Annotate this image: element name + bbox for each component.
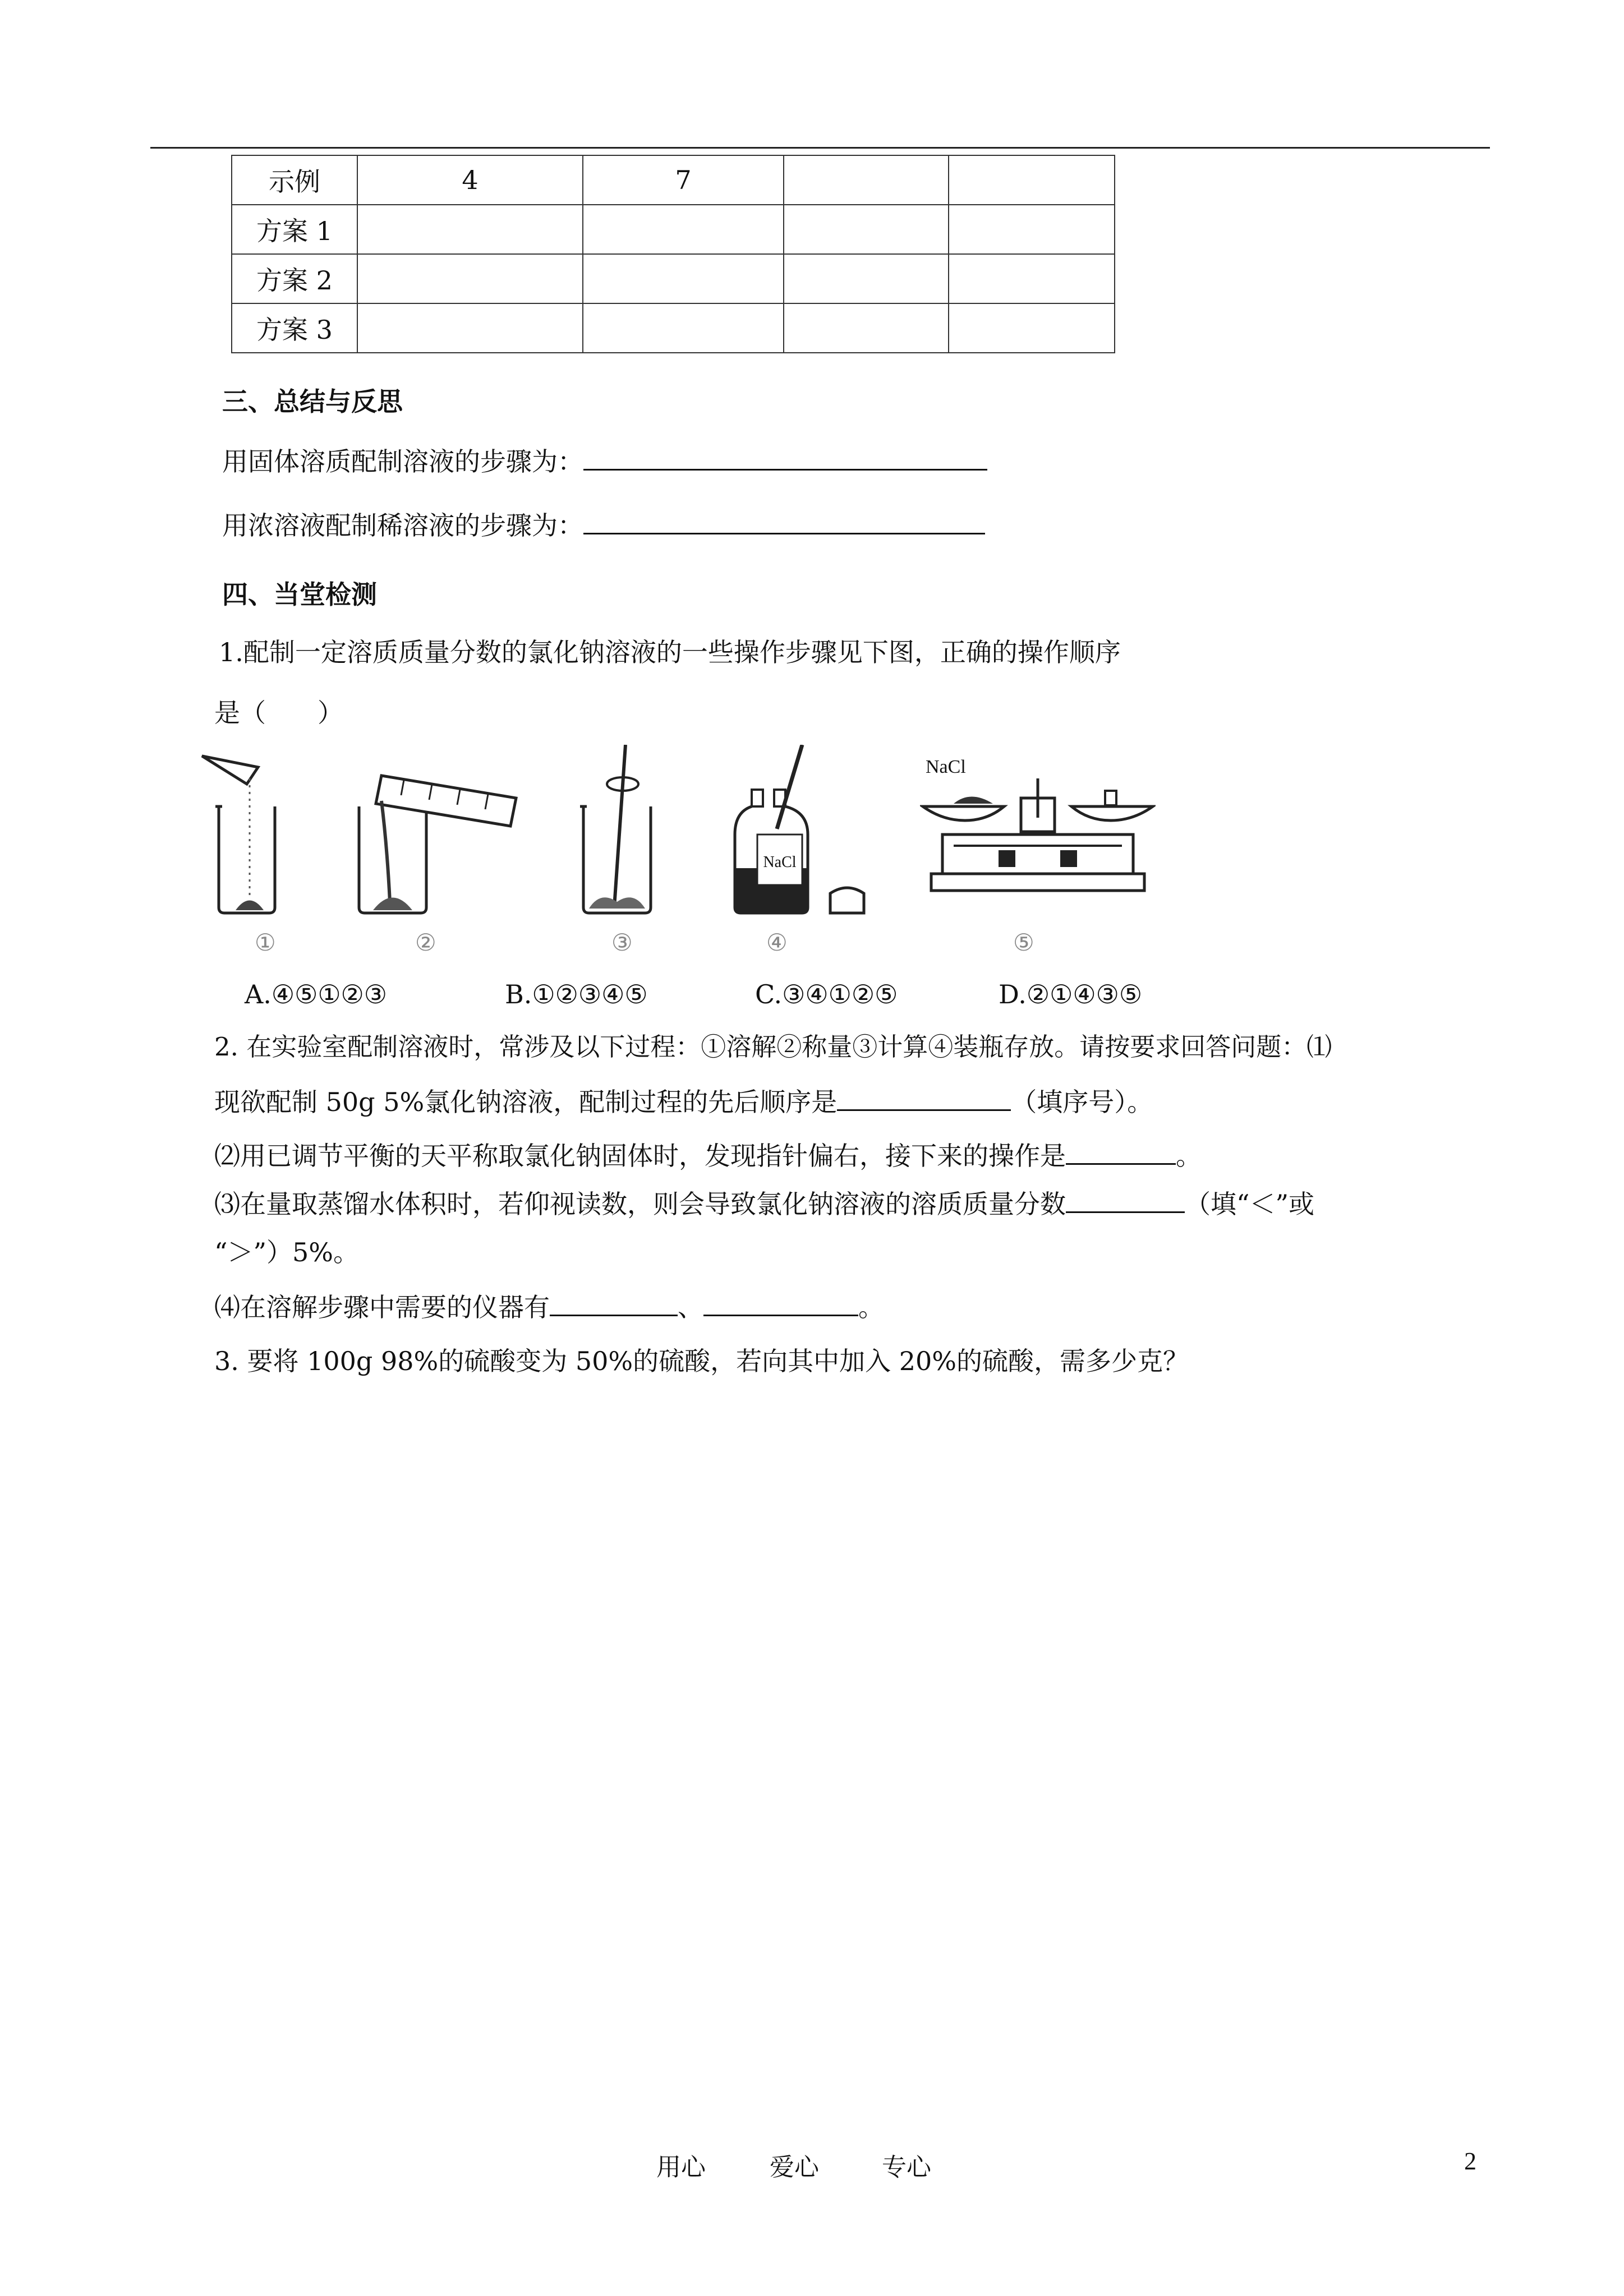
question-2-suffix-4: （填“＜”或	[1185, 1189, 1315, 1219]
option-d: D.②①④③⑤	[999, 979, 1143, 1009]
table-cell	[949, 254, 1115, 303]
answer-blank[interactable]	[550, 1292, 678, 1316]
question-2-prompt-2: 现欲配制 50g 5%氯化钠溶液，配制过程的先后顺序是	[214, 1087, 838, 1117]
section-heading-summary: 三、总结与反思	[222, 386, 403, 417]
header-rule	[150, 147, 1490, 149]
question-2-suffix-6: 。	[858, 1292, 884, 1322]
table-cell	[357, 303, 583, 353]
question-2-line-5: “＞”）5%。	[214, 1237, 360, 1267]
beaker-pour-solid-illustration	[196, 745, 286, 924]
table-cell: 方案 3	[232, 303, 357, 353]
question-2-line-4	[214, 1189, 1314, 1217]
summary-prompt-1: 用固体溶质配制溶液的步骤为：	[222, 446, 583, 477]
footer-slogan-3: 专心	[882, 2153, 931, 2182]
answer-blank[interactable]	[583, 446, 987, 471]
question-2-suffix-3: 。	[1176, 1141, 1202, 1171]
option-a: A.④⑤①②③	[245, 979, 388, 1009]
question-2-prompt-6: ⑷在溶解步骤中需要的仪器有	[214, 1292, 550, 1322]
table-cell	[583, 205, 784, 254]
table-cell	[784, 254, 949, 303]
question-2-prompt-3: ⑵用已调节平衡的天平称取氯化钠固体时，发现指针偏右，接下来的操作是	[214, 1141, 1066, 1171]
figure-label-1: ①	[255, 929, 276, 956]
footer-slogan-1: 用心	[656, 2153, 706, 2182]
table-cell	[583, 303, 784, 353]
table-cell	[357, 254, 583, 303]
table-cell	[949, 155, 1115, 205]
reagent-bottle-illustration	[729, 745, 898, 924]
summary-line-2	[222, 510, 985, 541]
bottle-label: NaCl	[763, 854, 797, 871]
figure-label-4: ④	[766, 929, 788, 956]
option-b: B.①②③④⑤	[505, 979, 648, 1009]
table-cell	[784, 205, 949, 254]
question-2-line-1: 2. 在实验室配制溶液时，常涉及以下过程：①溶解②称量③计算④装瓶存放。请按要求回答问题：⑴	[214, 1032, 1332, 1062]
table-cell	[784, 303, 949, 353]
table-cell: 方案 2	[232, 254, 357, 303]
question-2-suffix-2: （填序号）。	[1011, 1087, 1153, 1117]
table-row	[232, 205, 1115, 254]
table-cell: 4	[357, 155, 583, 205]
figure-label-2: ②	[415, 929, 436, 956]
question-1-line-1: 1.配制一定溶质质量分数的氯化钠溶液的一些操作步骤见下图，正确的操作顺序	[219, 637, 1121, 667]
section-heading-quiz: 四、当堂检测	[222, 579, 377, 610]
answer-blank[interactable]	[1066, 1189, 1185, 1213]
table-cell: 7	[583, 155, 784, 205]
table-row	[232, 303, 1115, 353]
figure-label-5: ⑤	[1013, 929, 1034, 956]
footer-slogan-2: 爱心	[770, 2153, 819, 2182]
answer-blank[interactable]	[837, 1087, 1011, 1111]
summary-line-1	[222, 446, 987, 477]
table-cell	[949, 303, 1115, 353]
question-2-line-6	[214, 1292, 884, 1320]
table-row	[232, 155, 1115, 205]
table-cell	[784, 155, 949, 205]
summary-prompt-2: 用浓溶液配制稀溶液的步骤为：	[222, 510, 583, 541]
question-2-line-3	[214, 1141, 1202, 1169]
table-cell	[357, 205, 583, 254]
table-cell	[583, 254, 784, 303]
answer-blank[interactable]	[583, 510, 985, 534]
answer-blank[interactable]	[1066, 1141, 1176, 1165]
cylinder-pour-water-illustration	[348, 745, 527, 924]
question-1-line-2: 是（ ）	[214, 698, 343, 728]
balance-label: NaCl	[926, 757, 966, 777]
answer-table	[231, 155, 1115, 353]
option-c: C.③④①②⑤	[755, 979, 898, 1009]
table-row	[232, 254, 1115, 303]
figure-label-3: ③	[611, 929, 633, 956]
answer-blank[interactable]	[703, 1292, 858, 1316]
page-number: 2	[1464, 2147, 1476, 2175]
stirring-rod-illustration	[572, 745, 668, 924]
table-cell: 方案 1	[232, 205, 357, 254]
question-2-separator: 、	[678, 1292, 703, 1322]
question-3: 3. 要将 100g 98%的硫酸变为 50%的硫酸，若向其中加入 20%的硫酸，需多少克？	[214, 1346, 1189, 1376]
balance-scale-illustration	[920, 745, 1156, 913]
question-2-prompt-4: ⑶在量取蒸馏水体积时，若仰视读数，则会导致氯化钠溶液的溶质质量分数	[214, 1189, 1066, 1219]
question-2-line-2	[214, 1087, 1153, 1115]
table-cell	[949, 205, 1115, 254]
table-cell: 示例	[232, 155, 357, 205]
